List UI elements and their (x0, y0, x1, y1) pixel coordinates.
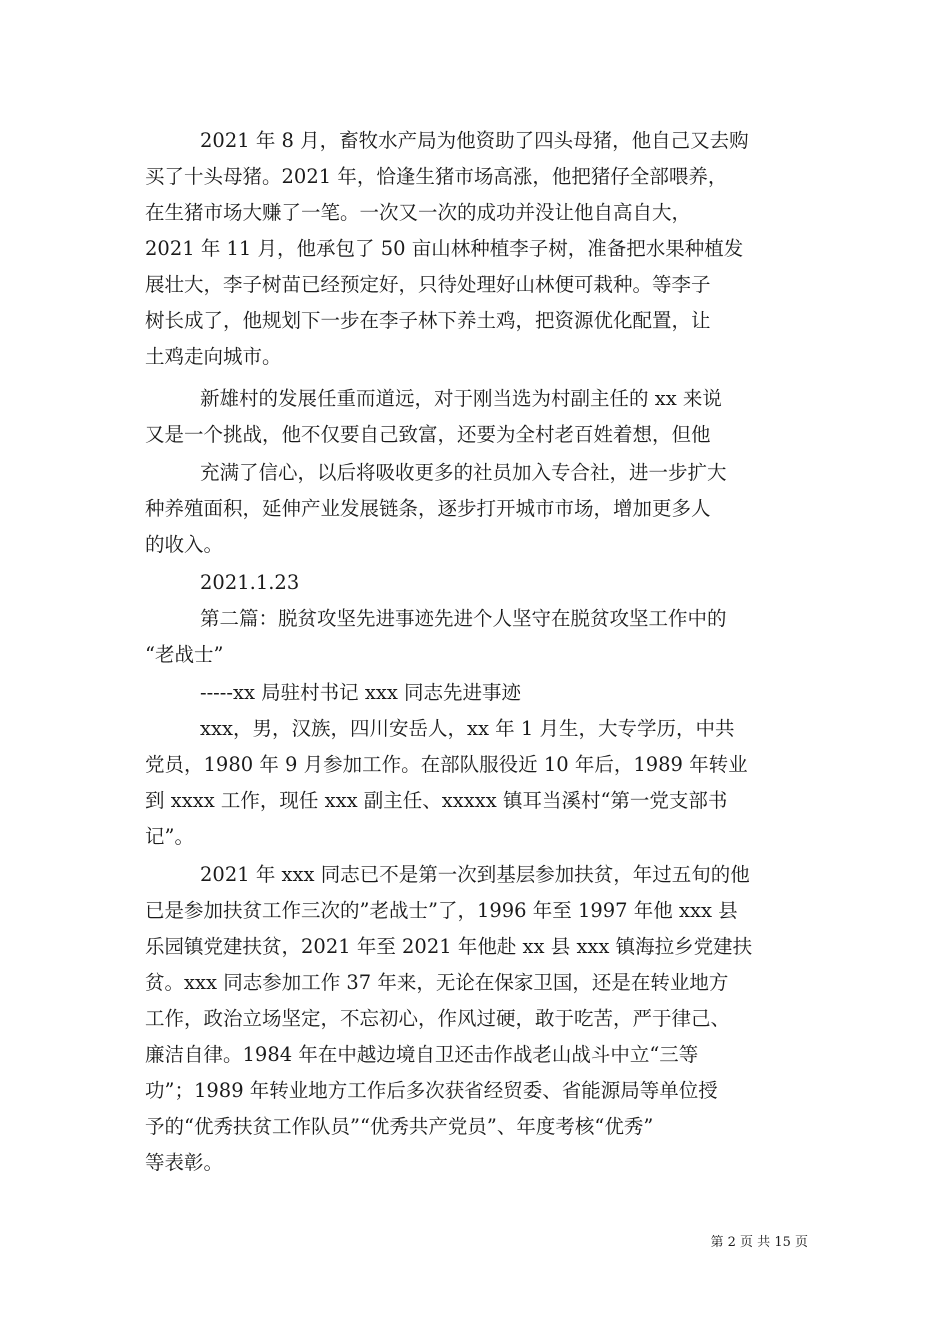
text-line: 乐园镇党建扶贫，2021 年至 2021 年他赴 xx 县 xxx 镇海拉乡党建扶 (145, 935, 753, 958)
page-number-footer: 第 2 页 共 15 页 (710, 1235, 808, 1250)
text-line: 2021 年 xxx 同志已不是第一次到基层参加扶贫，年过五旬的他 (200, 863, 750, 886)
text-line: 到 xxxx 工作，现任 xxx 副主任、xxxxx 镇耳当溪村“第一党支部书 (145, 789, 728, 812)
text-line: 党员，1980 年 9 月参加工作。在部队服役近 10 年后，1989 年转业 (145, 753, 748, 776)
subtitle-line: -----xx 局驻村书记 xxx 同志先进事迹 (200, 681, 522, 704)
text-line: 土鸡走向城市。 (145, 345, 282, 368)
text-line: 贫。xxx 同志参加工作 37 年来，无论在保家卫国，还是在转业地方 (145, 971, 729, 994)
section-heading: “老战士” (145, 643, 224, 666)
text-line: 树长成了，他规划下一步在李子林下养土鸡，把资源优化配置，让 (145, 309, 711, 332)
text-line: 的收入。 (145, 533, 224, 556)
text-line: 等表彰。 (145, 1151, 224, 1174)
text-line: 记”。 (145, 825, 194, 848)
text-line: 又是一个挑战，他不仅要自己致富，还要为全村老百姓着想，但他 (145, 423, 711, 446)
text-line: 已是参加扶贫工作三次的”老战士”了，1996 年至 1997 年他 xxx 县 (145, 899, 738, 922)
section-heading: 第二篇：脱贫攻坚先进事迹先进个人坚守在脱贫攻坚工作中的 (200, 607, 727, 630)
text-line: 新雄村的发展任重而道远，对于刚当选为村副主任的 xx 来说 (200, 387, 722, 410)
text-line: 种养殖面积，延伸产业发展链条，逐步打开城市市场，增加更多人 (145, 497, 711, 520)
text-line: 展壮大，李子树苗已经预定好，只待处理好山林便可栽种。等李子 (145, 273, 711, 296)
text-line: 买了十头母猪。2021 年，恰逢生猪市场高涨，他把猪仔全部喂养， (145, 165, 728, 188)
text-line: xxx，男，汉族，四川安岳人，xx 年 1 月生，大专学历，中共 (200, 717, 735, 740)
date-line: 2021.1.23 (200, 571, 300, 594)
text-line: 2021 年 11 月，他承包了 50 亩山林种植李子树，准备把水果种植发 (145, 237, 744, 260)
text-line: 廉洁自律。1984 年在中越边境自卫还击作战老山战斗中立“三等 (145, 1043, 699, 1066)
text-line: 充满了信心，以后将吸收更多的社员加入专合社，进一步扩大 (200, 461, 727, 484)
text-line: 在生猪市场大赚了一笔。一次又一次的成功并没让他自高自大， (145, 201, 692, 224)
text-line: 予的“优秀扶贫工作队员”“优秀共产党员”、年度考核“优秀” (145, 1115, 654, 1138)
text-line: 2021 年 8 月，畜牧水产局为他资助了四头母猪，他自己又去购 (200, 129, 749, 152)
text-line: 功”；1989 年转业地方工作后多次获省经贸委、省能源局等单位授 (145, 1079, 718, 1102)
text-line: 工作，政治立场坚定，不忘初心，作风过硬，敢于吃苦，严于律己、 (145, 1007, 731, 1030)
